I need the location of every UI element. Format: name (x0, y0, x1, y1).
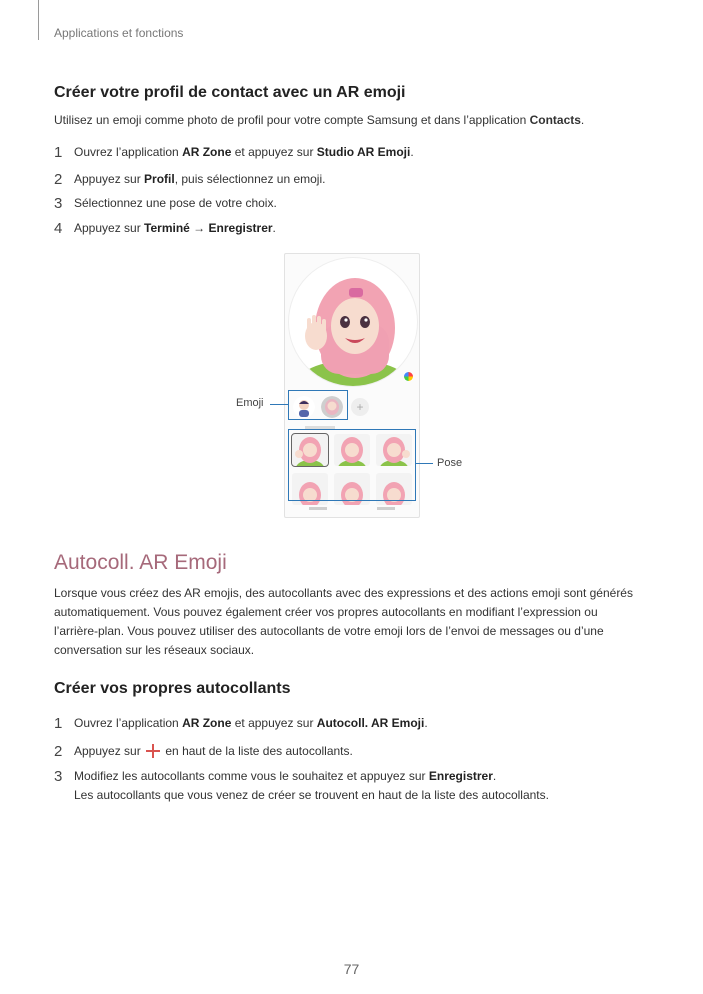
emoji-callout-box (288, 390, 348, 420)
pose-callout-line (415, 463, 433, 464)
contact-step-3: 3 Sélectionnez une pose de votre choix. (54, 195, 277, 212)
stickers-paragraph: Lorsque vous créez des AR emojis, des autocollants avec des expressions et des actions emoji sont générés automatiquement. Vous pouvez également créer vos propres autocollants en modifiant l’expression ou l’arrière-plan. Vous pouvez utiliser des autocollants de votre emoji lors de l’envoi de messages ou d’une conversation sur les réseaux sociaux. (54, 586, 633, 657)
contact-step-1: 1 Ouvrez l’application AR Zone et appuyez sur Studio AR Emoji. (54, 144, 414, 161)
sticker-step-2: 2 Appuyez sur en haut de la liste des autocollants. (54, 743, 353, 760)
pose-callout-box (288, 429, 416, 501)
cancel-button[interactable] (309, 507, 327, 510)
pose-callout-label: Pose (437, 457, 463, 469)
section-heading-contact-profile: Créer votre profil de contact avec un AR emoji (54, 84, 406, 101)
running-header: Applications et fonctions (54, 26, 184, 40)
contact-profile-intro: Utilisez un emoji comme photo de profil pour votre compte Samsung et dans l’application Contacts. (54, 113, 585, 127)
add-emoji-button[interactable]: + (351, 398, 369, 416)
contact-step-2: 2 Appuyez sur Profil, puis sélectionnez un emoji. (54, 171, 326, 188)
page-number: 77 (343, 961, 360, 977)
sticker-step-3: 3 Modifiez les autocollants comme vous le souhaitez et appuyez sur Enregistrer. Les autocollants que vous venez de créer se trouvent en haut de la liste des autocollants. (54, 768, 549, 802)
sticker-step-1: 1 Ouvrez l’application AR Zone et appuyez sur Autocoll. AR Emoji. (54, 715, 428, 732)
sticker-step-3-note: Les autocollants que vous venez de créer se trouvent en haut de la liste des autocollants. (74, 788, 549, 802)
emoji-callout-label: Emoji (236, 397, 264, 409)
section-title-ar-stickers: Autocoll. AR Emoji (54, 551, 227, 574)
contact-step-4: 4 Appuyez sur Terminé → Enregistrer. (54, 220, 276, 237)
emoji-portrait-preview (288, 257, 418, 387)
margin-rule (38, 0, 39, 40)
subheading-create-stickers: Créer vos propres autocollants (54, 680, 291, 697)
waving-emoji-avatar (289, 258, 417, 386)
color-palette-icon[interactable] (404, 372, 413, 381)
done-button[interactable] (377, 507, 395, 510)
emoji-callout-line (270, 404, 288, 405)
plus-icon (146, 744, 160, 758)
